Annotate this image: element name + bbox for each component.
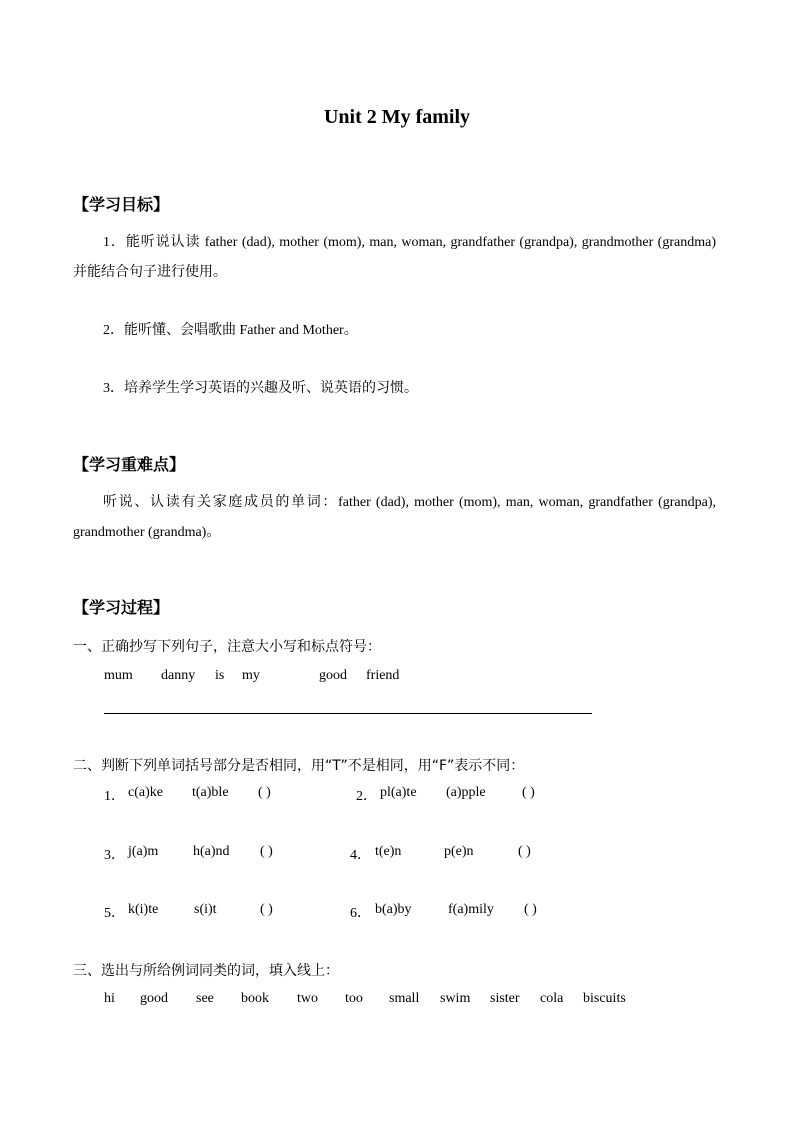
item-number: 5． xyxy=(104,906,125,921)
exercise-2-row-3 xyxy=(0,902,794,922)
item-word: j(a)m xyxy=(128,844,159,859)
item-word: t(e)n xyxy=(375,844,402,859)
word-option: see xyxy=(196,991,214,1006)
exercise-2-heading: 二、判断下列单词括号部分是否相同，用“T”不是相同，用“F”表示不同： xyxy=(73,758,525,774)
word-option: too xyxy=(345,991,363,1006)
section-heading-process: 【学习过程】 xyxy=(73,598,170,617)
item-word: f(a)mily xyxy=(448,902,494,917)
exercise-3-word-list xyxy=(0,991,794,1011)
item-word: s(i)t xyxy=(194,902,217,917)
item-word: t(a)ble xyxy=(192,785,229,800)
answer-parentheses[interactable]: ( ) xyxy=(260,902,273,917)
item-number: 6． xyxy=(350,906,371,921)
item-number: 3． xyxy=(104,848,125,863)
word-option: small xyxy=(389,991,420,1006)
word-option: book xyxy=(241,991,269,1006)
item-word: pl(a)te xyxy=(380,785,417,800)
exercise-1-heading: 一、正确抄写下列句子，注意大小写和标点符号： xyxy=(73,639,381,655)
answer-parentheses[interactable]: ( ) xyxy=(518,844,531,859)
word-option: sister xyxy=(490,991,520,1006)
item-word: c(a)ke xyxy=(128,785,163,800)
item-number: 2． xyxy=(356,789,377,804)
item-word: k(i)te xyxy=(128,902,159,917)
word-option: cola xyxy=(540,991,564,1006)
answer-parentheses[interactable]: ( ) xyxy=(260,844,273,859)
item-word: h(a)nd xyxy=(193,844,230,859)
sentence-word: good xyxy=(319,668,347,683)
answer-parentheses[interactable]: ( ) xyxy=(524,902,537,917)
item-word: (a)pple xyxy=(446,785,486,800)
sentence-word: mum xyxy=(104,668,133,683)
answer-line[interactable] xyxy=(104,713,592,714)
goal-item-3: 3．培养学生学习英语的兴趣及听、说英语的习惯。 xyxy=(103,381,418,396)
sentence-word: my xyxy=(242,668,260,683)
section-heading-key-points: 【学习重难点】 xyxy=(73,455,186,474)
section-heading-goals: 【学习目标】 xyxy=(73,195,170,214)
page-title: Unit 2 My family xyxy=(323,106,471,128)
word-option: hi xyxy=(104,991,115,1006)
word-option: biscuits xyxy=(583,991,626,1006)
answer-parentheses[interactable]: ( ) xyxy=(522,785,535,800)
key-points-text: 听说、认读有关家庭成员的单词：father (dad), mother (mom), man, woman, grandfather (grandpa), grandmother (grandma)。 xyxy=(73,495,716,540)
word-option: good xyxy=(140,991,168,1006)
goal-item-1: 1．能听说认读 father (dad), mother (mom), man, woman, grandfather (grandpa), grandmother (grandma) 并能结合句子进行使用。 xyxy=(73,235,716,280)
word-option: two xyxy=(297,991,318,1006)
word-option: swim xyxy=(440,991,471,1006)
exercise-1-sentence xyxy=(0,668,794,688)
answer-parentheses[interactable]: ( ) xyxy=(258,785,271,800)
item-number: 4． xyxy=(350,848,371,863)
sentence-word: danny xyxy=(161,668,196,683)
exercise-2-row-1 xyxy=(0,785,794,805)
exercise-2-row-2 xyxy=(0,844,794,864)
sentence-word: friend xyxy=(366,668,400,683)
item-word: b(a)by xyxy=(375,902,412,917)
goal-item-2: 2．能听懂、会唱歌曲 Father and Mother。 xyxy=(103,323,358,338)
exercise-3-heading: 三、选出与所给例词同类的词，填入线上： xyxy=(73,963,339,979)
item-number: 1． xyxy=(104,789,125,804)
item-word: p(e)n xyxy=(444,844,474,859)
sentence-word: is xyxy=(215,668,225,683)
